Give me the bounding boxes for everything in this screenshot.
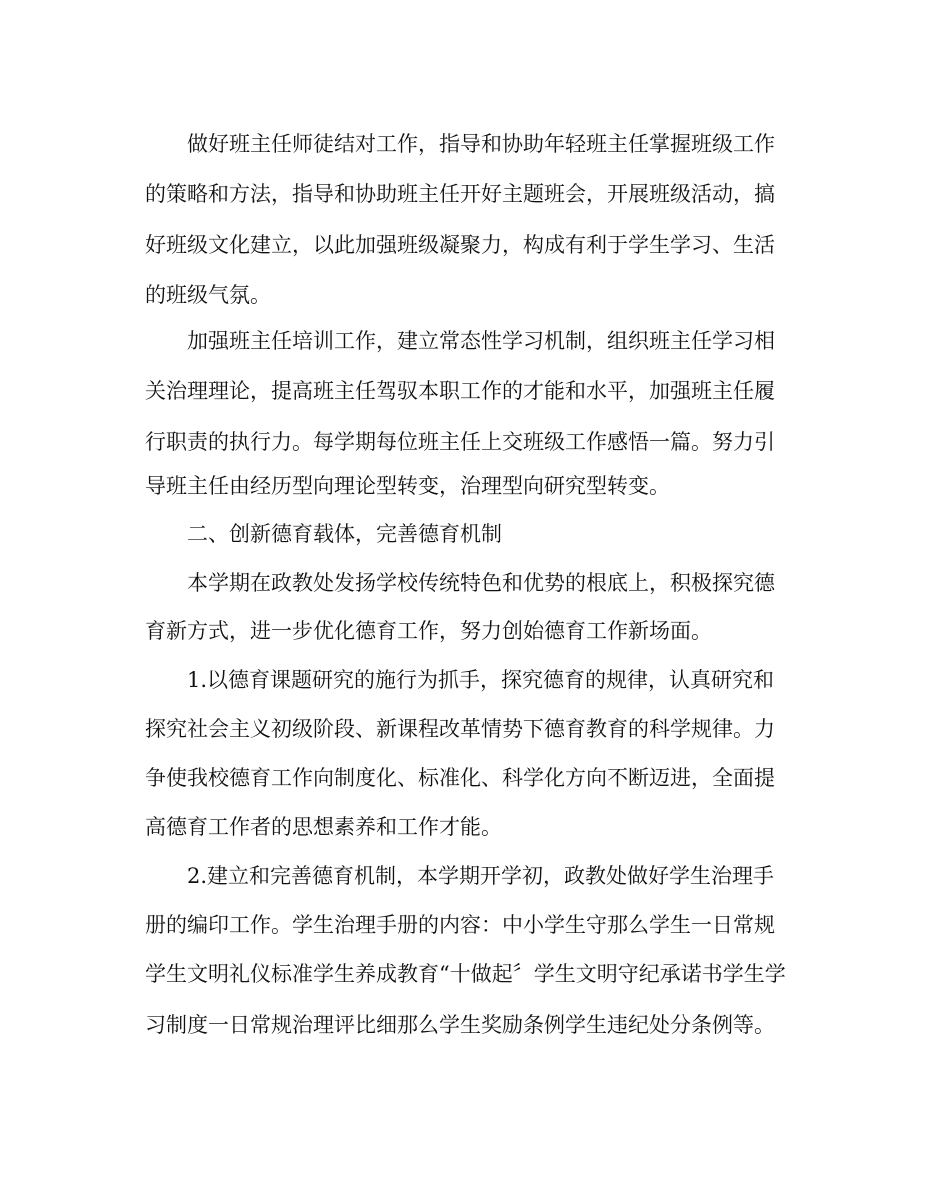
paragraph-2-line-1: 加强班主任培训工作，建立常态性学习机制，组织班主任学习相 (187, 329, 775, 353)
paragraph-5-line-1: 2.建立和完善德育机制，本学期开学初，政教处做好学生治理手 (187, 864, 775, 888)
paragraph-5-line-2: 册的编印工作。学生治理手册的内容：中小学生守那么学生一日常规 (145, 913, 775, 937)
paragraph-1-line-2: 的策略和方法，指导和协助班主任开好主题班会，开展班级活动，搞 (145, 182, 775, 206)
paragraph-1-line-3: 好班级文化建立，以此加强班级凝聚力，构成有利于学生学习、生活 (145, 233, 775, 257)
paragraph-5-line-4: 习制度一日常规治理评比细那么学生奖励条例学生违纪处分条例等。 (145, 1013, 775, 1037)
paragraph-1-line-4: 的班级气氛。 (145, 283, 271, 307)
paragraph-5-line-3: 学生文明礼仪标准学生养成教育“十做起〞学生文明守纪承诺书学生学 (145, 962, 786, 986)
section-heading: 二、创新德育载体，完善德育机制 (187, 522, 502, 546)
paragraph-2-line-2: 关治理理论，提高班主任驾驭本职工作的才能和水平，加强班主任履 (145, 379, 775, 403)
paragraph-4-line-3: 争使我校德育工作向制度化、标准化、科学化方向不断迈进，全面提 (145, 766, 775, 790)
paragraph-4-line-1: 1.以德育课题研究的施行为抓手，探究德育的规律，认真研究和 (187, 668, 775, 692)
paragraph-1-line-1: 做好班主任师徒结对工作，指导和协助年轻班主任掌握班级工作 (187, 132, 775, 156)
paragraph-4-line-2: 探究社会主义初级阶段、新课程改革情势下德育教育的科学规律。力 (145, 717, 775, 741)
paragraph-2-line-3: 行职责的执行力。每学期每位班主任上交班级工作感悟一篇。努力引 (145, 430, 775, 454)
paragraph-3-line-1: 本学期在政教处发扬学校传统特色和优势的根底上，积极探究德 (187, 571, 775, 595)
paragraph-2-line-4: 导班主任由经历型向理论型转变，治理型向研究型转变。 (145, 474, 670, 498)
paragraph-4-line-4: 高德育工作者的思想素养和工作才能。 (145, 815, 502, 839)
paragraph-3-line-2: 育新方式，进一步优化德育工作，努力创始德育工作新场面。 (145, 619, 712, 643)
